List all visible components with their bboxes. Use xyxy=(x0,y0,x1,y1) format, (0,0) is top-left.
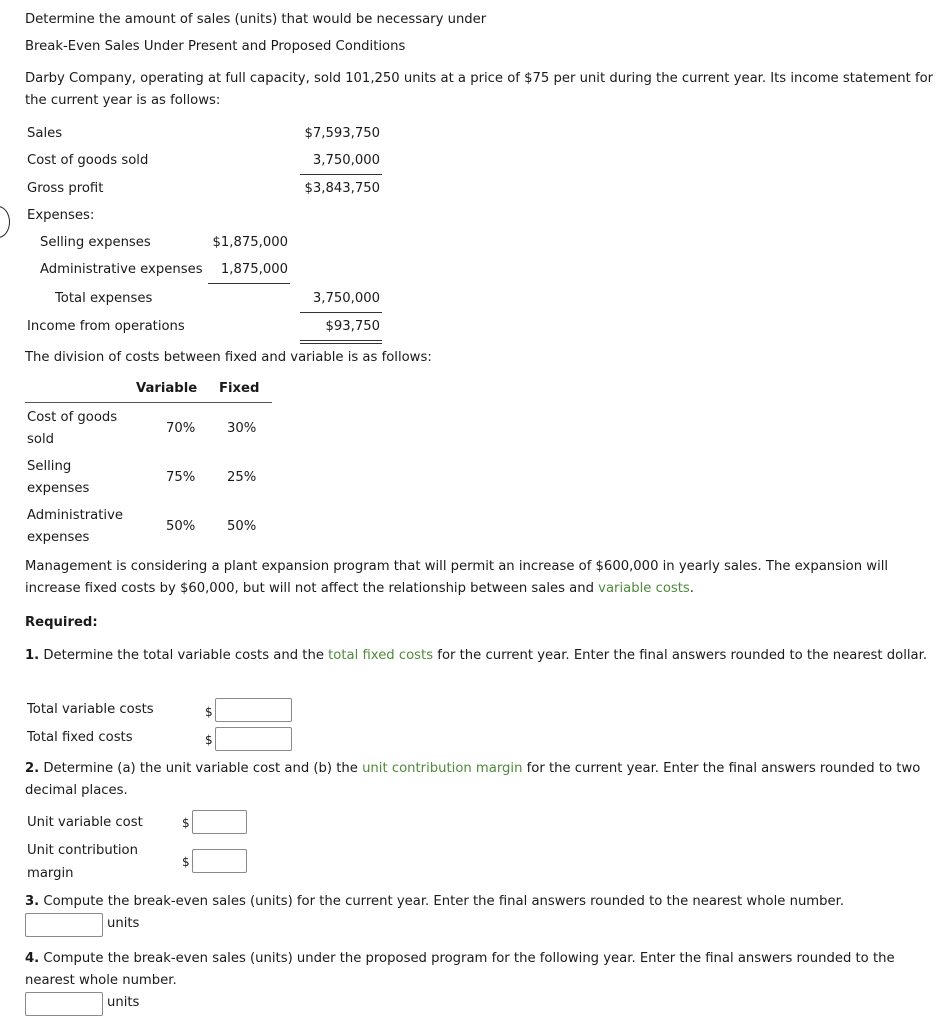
problem-subtitle: Break-Even Sales Under Present and Proposed Conditions xyxy=(25,39,406,54)
row-label: expenses xyxy=(27,481,90,496)
variable-pct: 50% xyxy=(166,519,196,534)
row-label: Cost of goods xyxy=(27,410,118,425)
q4-prompt xyxy=(25,948,930,992)
q2-prompt xyxy=(25,758,935,802)
cogs-value: 3,750,000 xyxy=(312,153,380,168)
q2-number: 2. xyxy=(25,761,40,776)
q3-units-label: units xyxy=(107,916,140,931)
q1-prompt xyxy=(25,645,930,667)
total-variable-costs-label: Total variable costs xyxy=(27,702,154,717)
expenses-label: Expenses: xyxy=(27,208,95,223)
q3-number: 3. xyxy=(25,894,40,909)
unit-contribution-margin-input[interactable] xyxy=(192,849,247,873)
selling-expenses-value: $1,875,000 xyxy=(212,235,288,250)
division-intro: The division of costs between fixed and variable is as follows: xyxy=(25,350,432,365)
table-header-rule xyxy=(25,402,272,403)
variable-costs-link[interactable]: variable costs xyxy=(598,581,690,596)
intro-paragraph: Darby Company, operating at full capacity, sold 101,250 units at a price of $75 per unit during the current year. Its income statement for the current year is as follows: xyxy=(25,71,934,108)
row-label: expenses xyxy=(27,530,90,545)
q2-text-end: for the current year. Enter the final answers rounded to two decimal places. xyxy=(25,761,921,798)
q4-number: 4. xyxy=(25,951,40,966)
fixed-pct: 50% xyxy=(227,519,257,534)
variable-header: Variable xyxy=(136,381,198,396)
q4-units-label: units xyxy=(107,995,140,1010)
selling-expenses-label: Selling expenses xyxy=(40,235,151,250)
variable-pct: 70% xyxy=(166,421,196,436)
variable-pct: 75% xyxy=(166,470,196,485)
gross-profit-value: $3,843,750 xyxy=(304,181,380,196)
side-panel-toggle[interactable] xyxy=(0,206,10,238)
cogs-underline xyxy=(300,174,382,175)
management-text-end: . xyxy=(689,581,694,596)
total-fixed-costs-label: Total fixed costs xyxy=(27,730,133,745)
total-expenses-value: 3,750,000 xyxy=(312,291,380,306)
management-text: Management is considering a plant expansion program that will permit an increase of $600,000 in yearly sales. The expansion will increase fixed costs by $60,000, but will not affect the relationship between sales and xyxy=(25,559,889,596)
q1-number: 1. xyxy=(25,648,40,663)
admin-expenses-label: Administrative expenses xyxy=(40,262,203,277)
total-fixed-costs-link[interactable]: total fixed costs xyxy=(328,648,434,663)
income-label: Income from operations xyxy=(27,319,185,334)
fixed-header: Fixed xyxy=(219,381,260,396)
fixed-pct: 25% xyxy=(227,470,257,485)
income-double-underline xyxy=(300,340,382,344)
total-variable-costs-input[interactable] xyxy=(215,698,292,722)
management-paragraph xyxy=(25,556,930,600)
q2-text: Determine (a) the unit variable cost and (b) the xyxy=(39,761,363,776)
sales-value: $7,593,750 xyxy=(304,126,380,141)
fixed-pct: 30% xyxy=(227,421,257,436)
q3-text: Compute the break-even sales (units) for the current year. Enter the final answers rounded to the nearest whole number. xyxy=(39,894,845,909)
sales-label: Sales xyxy=(27,126,63,141)
q3-prompt xyxy=(25,893,844,911)
instruction-heading: Determine the amount of sales (units) that would be necessary under xyxy=(25,12,487,27)
total-expenses-underline xyxy=(300,312,382,313)
dollar-sign: $ xyxy=(205,705,213,719)
total-expenses-label: Total expenses xyxy=(55,291,153,306)
cogs-label: Cost of goods sold xyxy=(27,153,149,168)
unit-contribution-margin-link[interactable]: unit contribution margin xyxy=(362,761,523,776)
gross-profit-label: Gross profit xyxy=(27,181,104,196)
admin-underline xyxy=(208,283,290,284)
q1-text-end: for the current year. Enter the final answers rounded to the nearest dollar. xyxy=(433,648,928,663)
admin-expenses-value: 1,875,000 xyxy=(220,262,288,277)
income-value: $93,750 xyxy=(325,319,380,334)
dollar-sign: $ xyxy=(205,733,213,747)
unit-contribution-label-cont: margin xyxy=(27,866,74,881)
required-heading: Required: xyxy=(25,615,98,630)
dollar-sign: $ xyxy=(182,855,190,869)
dollar-sign: $ xyxy=(182,816,190,830)
total-fixed-costs-input[interactable] xyxy=(215,727,292,751)
q1-text: Determine the total variable costs and the xyxy=(39,648,329,663)
row-label: sold xyxy=(27,432,54,447)
break-even-current-input[interactable] xyxy=(25,913,103,937)
row-label: Administrative xyxy=(27,508,123,523)
row-label: Selling xyxy=(27,459,72,474)
q4-text: Compute the break-even sales (units) under the proposed program for the following year. Enter the final answers rounded to the nearest whole number. xyxy=(25,951,895,988)
break-even-proposed-input[interactable] xyxy=(25,992,103,1016)
unit-variable-cost-label: Unit variable cost xyxy=(27,815,143,830)
unit-contribution-label: Unit contribution xyxy=(27,843,138,858)
unit-variable-cost-input[interactable] xyxy=(192,810,247,834)
